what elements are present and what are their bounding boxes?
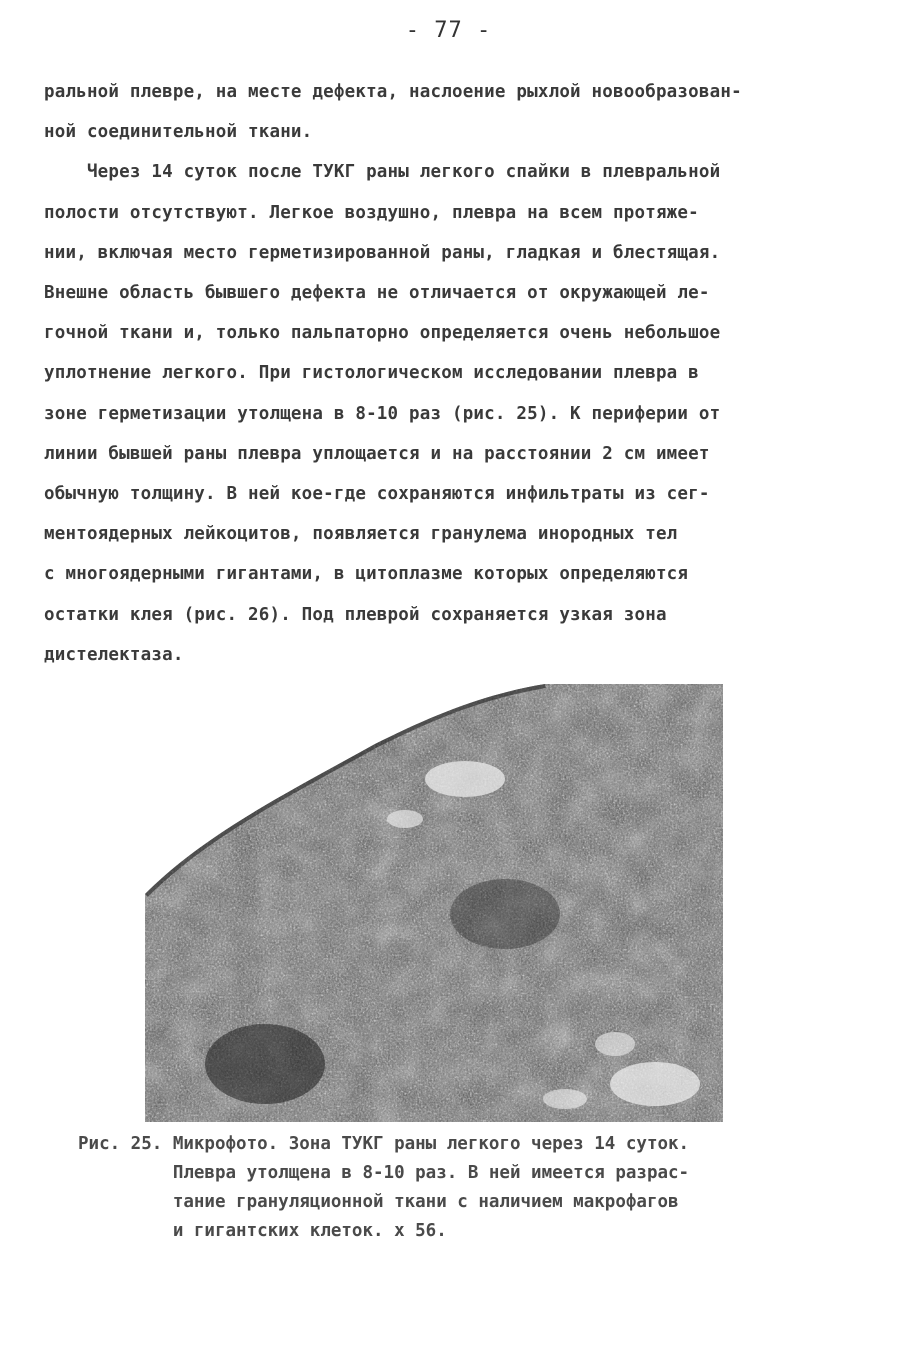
caption-line: и гигантских клеток. х 56. bbox=[78, 1221, 447, 1241]
text-line: Через 14 суток после ТУКГ раны легкого спайки в плевральной bbox=[44, 162, 721, 183]
text-line: дистелектаза. bbox=[44, 644, 184, 665]
figure-caption bbox=[78, 1130, 838, 1246]
text-line: гочной ткани и, только пальпаторно определяется очень небольшое bbox=[44, 323, 721, 344]
text-line: зоне герметизации утолщена в 8-10 раз (рис. 25). К периферии от bbox=[44, 403, 721, 424]
caption-line: Рис. 25. Микрофото. Зона ТУКГ раны легкого через 14 суток. bbox=[78, 1134, 690, 1154]
text-line: линии бывшей раны плевра уплощается и на расстоянии 2 см имеет bbox=[44, 443, 710, 464]
text-line: Внешне область бывшего дефекта не отличается от окружающей ле- bbox=[44, 283, 710, 304]
text-line: ной соединительной ткани. bbox=[44, 122, 313, 143]
text-line: остатки клея (рис. 26). Под плеврой сохраняется узкая зона bbox=[44, 604, 667, 625]
caption-line: тание грануляционной ткани с наличием макрофагов bbox=[78, 1192, 679, 1212]
text-line: нии, включая место герметизированной раны, гладкая и блестящая. bbox=[44, 242, 721, 263]
text-line: с многоядерными гигантами, в цитоплазме которых определяются bbox=[44, 564, 689, 585]
micrograph-image bbox=[145, 684, 723, 1122]
text-line: ментоядерных лейкоцитов, появляется гранулема инородных тел bbox=[44, 524, 678, 545]
text-line: уплотнение легкого. При гистологическом исследовании плевра в bbox=[44, 363, 699, 384]
page-number: - 77 - bbox=[405, 18, 492, 43]
text-line: полости отсутствуют. Легкое воздушно, плевра на всем протяже- bbox=[44, 202, 699, 223]
body-text bbox=[44, 72, 864, 675]
caption-line: Плевра утолщена в 8-10 раз. В ней имеется разрас- bbox=[78, 1163, 690, 1183]
text-line: обычную толщину. В ней кое-где сохраняются инфильтраты из сег- bbox=[44, 484, 710, 505]
text-line: ральной плевре, на месте дефекта, наслоение рыхлой новообразован- bbox=[44, 82, 742, 102]
